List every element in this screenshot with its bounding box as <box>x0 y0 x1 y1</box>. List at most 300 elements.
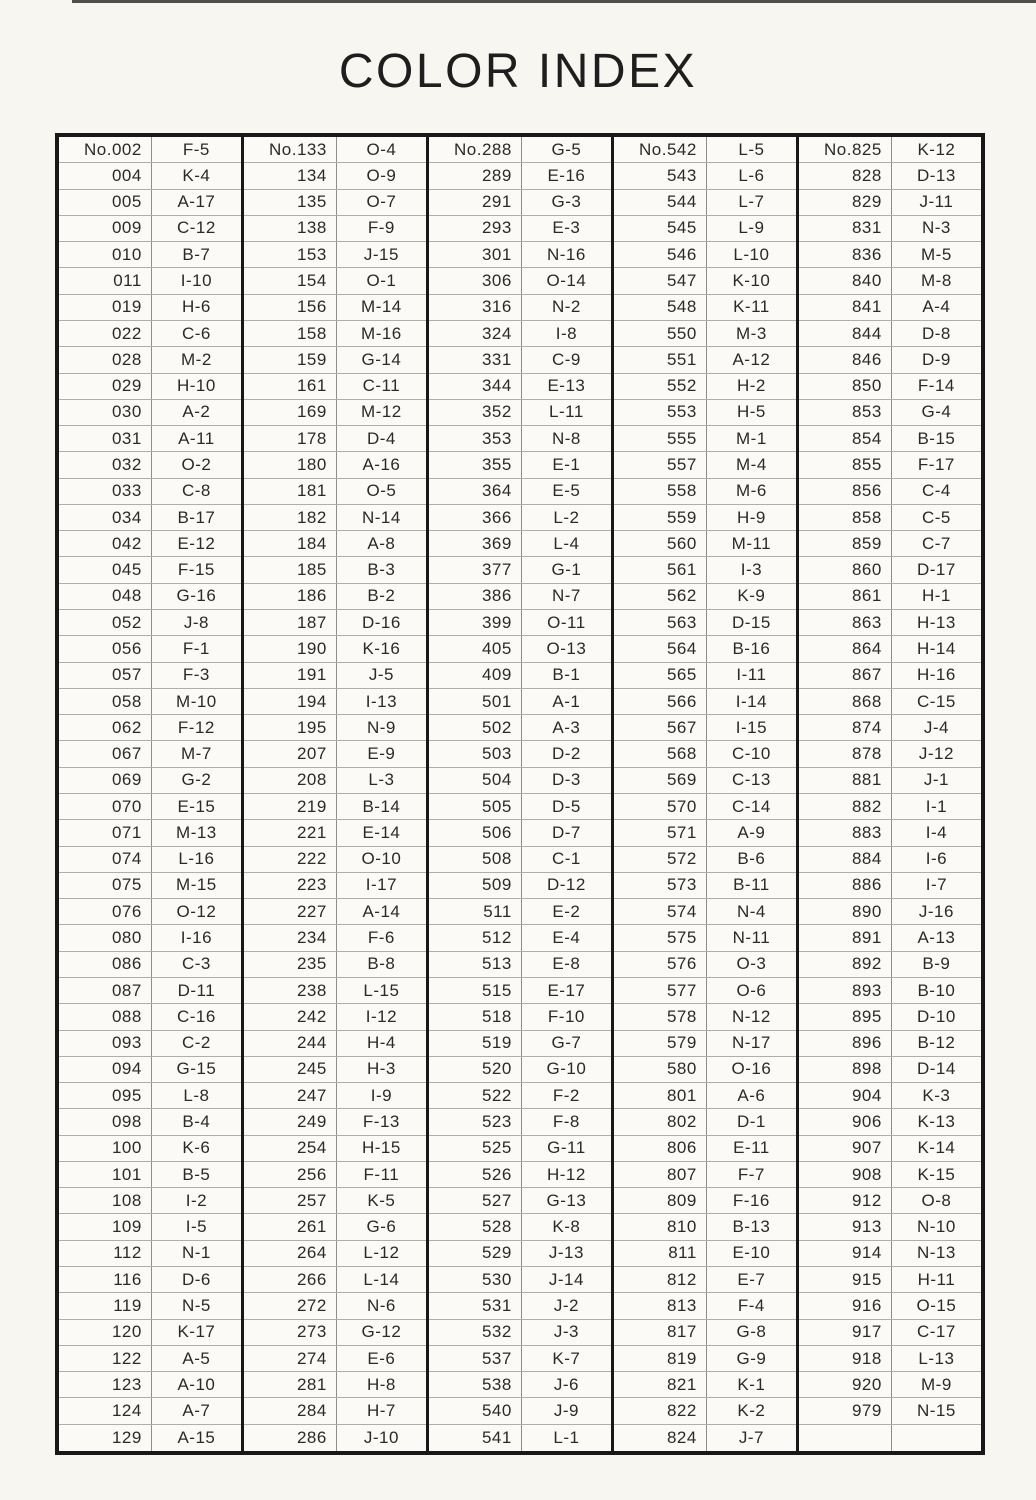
table-row <box>59 1372 241 1398</box>
table-row <box>244 1057 426 1083</box>
table-row <box>244 242 426 268</box>
table-row <box>59 794 241 820</box>
color-number-cell: 802 <box>614 1109 707 1134</box>
grid-ref-cell: A-12 <box>732 349 771 369</box>
grid-ref-cell: I-1 <box>925 796 948 816</box>
table-row <box>59 242 241 268</box>
grid-ref-cell: F-1 <box>182 638 210 658</box>
color-number-cell: 056 <box>59 636 152 661</box>
table-row <box>614 978 796 1004</box>
column-group-2 <box>244 137 429 1451</box>
grid-ref-cell: B-1 <box>552 665 581 685</box>
color-number-cell: 527 <box>429 1188 522 1213</box>
grid-ref-cell: M-9 <box>921 1374 952 1394</box>
color-number-cell: 868 <box>799 689 892 714</box>
grid-ref-cell: A-4 <box>922 297 951 317</box>
grid-ref-cell: I-16 <box>180 928 213 948</box>
color-number-cell: 531 <box>429 1293 522 1318</box>
color-number-cell: 578 <box>614 1004 707 1029</box>
color-number-cell: 011 <box>59 268 152 293</box>
table-row <box>614 347 796 373</box>
color-number-cell: 806 <box>614 1136 707 1161</box>
color-number-cell: 033 <box>59 479 152 504</box>
grid-ref-cell: I-15 <box>735 717 768 737</box>
table-row <box>799 899 981 925</box>
color-number-cell: 399 <box>429 610 522 635</box>
table-row <box>59 452 241 478</box>
grid-ref-cell: G-16 <box>176 586 217 606</box>
grid-ref-cell: C-11 <box>362 376 401 396</box>
grid-ref-cell: E-15 <box>177 796 216 816</box>
grid-ref-cell: M-12 <box>361 402 402 422</box>
color-number-cell: 242 <box>244 1004 337 1029</box>
grid-ref-cell: O-11 <box>547 612 586 632</box>
table-row <box>614 1320 796 1346</box>
table-row <box>614 1214 796 1240</box>
grid-ref-cell: L-7 <box>738 192 765 212</box>
color-number-cell: 530 <box>429 1267 522 1292</box>
table-row <box>59 899 241 925</box>
color-number-cell: No.825 <box>799 137 892 162</box>
color-number-cell: 353 <box>429 426 522 451</box>
color-number-cell: 896 <box>799 1031 892 1056</box>
grid-ref-cell: M-2 <box>181 349 212 369</box>
table-row <box>244 689 426 715</box>
table-row <box>244 873 426 899</box>
table-row <box>429 1241 611 1267</box>
table-row <box>429 899 611 925</box>
table-row <box>799 1083 981 1109</box>
table-row <box>429 1162 611 1188</box>
grid-ref-cell: M-8 <box>921 271 952 291</box>
color-number-cell: 574 <box>614 899 707 924</box>
color-number-cell: 187 <box>244 610 337 635</box>
grid-ref-cell: N-12 <box>731 1006 771 1026</box>
color-number-cell: 301 <box>429 242 522 267</box>
grid-ref-cell: O-8 <box>921 1190 952 1210</box>
color-number-cell: 266 <box>244 1267 337 1292</box>
table-row <box>59 1425 241 1451</box>
color-number-cell: 893 <box>799 978 892 1003</box>
grid-ref-cell: N-14 <box>361 507 401 527</box>
grid-ref-cell: G-15 <box>176 1059 217 1079</box>
color-number-cell: 058 <box>59 689 152 714</box>
table-row <box>614 663 796 689</box>
grid-ref-cell: F-15 <box>177 560 215 580</box>
table-row <box>59 531 241 557</box>
grid-ref-cell: D-11 <box>177 980 216 1000</box>
table-row <box>59 1214 241 1240</box>
table-row <box>614 952 796 978</box>
color-number-cell: 813 <box>614 1293 707 1318</box>
color-number-cell: 190 <box>244 636 337 661</box>
grid-ref-cell: D-3 <box>551 770 581 790</box>
color-number-cell: 506 <box>429 820 522 845</box>
color-number-cell: 153 <box>244 242 337 267</box>
table-row <box>244 1188 426 1214</box>
table-row <box>244 295 426 321</box>
table-row <box>59 584 241 610</box>
color-number-cell: 552 <box>614 374 707 399</box>
grid-ref-cell: K-17 <box>177 1322 216 1342</box>
grid-ref-cell: E-12 <box>177 533 216 553</box>
table-row <box>59 1188 241 1214</box>
table-row <box>799 1425 981 1451</box>
grid-ref-cell: M-4 <box>736 454 767 474</box>
color-number-cell: 860 <box>799 557 892 582</box>
table-row <box>59 636 241 662</box>
color-number-cell: 914 <box>799 1241 892 1266</box>
grid-ref-cell: B-5 <box>182 1164 211 1184</box>
table-row <box>59 1267 241 1293</box>
table-row <box>244 1031 426 1057</box>
color-number-cell <box>799 1425 892 1451</box>
color-number-cell: 207 <box>244 741 337 766</box>
color-number-cell: 182 <box>244 505 337 530</box>
color-number-cell: 543 <box>614 163 707 188</box>
grid-ref-cell: A-7 <box>182 1401 211 1421</box>
table-row <box>799 137 981 163</box>
color-index-table <box>55 133 985 1455</box>
grid-ref-cell: L-9 <box>738 218 765 238</box>
grid-ref-cell: F-8 <box>552 1111 580 1131</box>
table-row <box>799 1398 981 1424</box>
table-row <box>59 1320 241 1346</box>
color-number-cell: 557 <box>614 452 707 477</box>
table-row <box>59 768 241 794</box>
table-row <box>799 689 981 715</box>
table-row <box>614 925 796 951</box>
table-row <box>614 899 796 925</box>
color-number-cell: 515 <box>429 978 522 1003</box>
table-row <box>799 741 981 767</box>
color-number-cell: 045 <box>59 557 152 582</box>
table-row <box>799 610 981 636</box>
color-number-cell: 254 <box>244 1136 337 1161</box>
grid-ref-cell: K-3 <box>922 1085 951 1105</box>
color-number-cell: 829 <box>799 190 892 215</box>
table-row <box>799 479 981 505</box>
table-row <box>59 820 241 846</box>
color-number-cell: 159 <box>244 347 337 372</box>
color-number-cell: 979 <box>799 1398 892 1423</box>
color-number-cell: 154 <box>244 268 337 293</box>
table-row <box>244 636 426 662</box>
color-number-cell: 576 <box>614 952 707 977</box>
color-number-cell: 195 <box>244 715 337 740</box>
table-row <box>429 636 611 662</box>
table-row <box>59 1398 241 1424</box>
table-row <box>799 636 981 662</box>
table-row <box>614 1031 796 1057</box>
grid-ref-cell: O-1 <box>366 271 397 291</box>
color-number-cell: 841 <box>799 295 892 320</box>
grid-ref-cell: H-7 <box>366 1401 396 1421</box>
table-row <box>429 1109 611 1135</box>
grid-ref-cell: G-2 <box>181 770 212 790</box>
color-number-cell: 264 <box>244 1241 337 1266</box>
color-number-cell: 874 <box>799 715 892 740</box>
color-number-cell: 569 <box>614 768 707 793</box>
table-row <box>244 1109 426 1135</box>
grid-ref-cell: H-3 <box>366 1059 396 1079</box>
grid-ref-cell: B-9 <box>922 954 951 974</box>
grid-ref-cell: D-10 <box>916 1006 956 1026</box>
color-number-cell: 101 <box>59 1162 152 1187</box>
table-row <box>59 741 241 767</box>
table-row <box>244 347 426 373</box>
color-number-cell: 004 <box>59 163 152 188</box>
color-number-cell: 247 <box>244 1083 337 1108</box>
table-row <box>799 190 981 216</box>
grid-ref-cell: B-11 <box>733 875 770 895</box>
table-row <box>429 321 611 347</box>
color-number-cell: 916 <box>799 1293 892 1318</box>
color-number-cell: 244 <box>244 1031 337 1056</box>
color-number-cell: 234 <box>244 925 337 950</box>
color-number-cell: 223 <box>244 873 337 898</box>
grid-ref-cell: E-17 <box>547 980 586 1000</box>
table-row <box>244 768 426 794</box>
grid-ref-cell: E-11 <box>733 1138 770 1158</box>
grid-ref-cell: A-9 <box>737 822 766 842</box>
table-row <box>244 557 426 583</box>
color-number-cell: 558 <box>614 479 707 504</box>
table-row <box>429 268 611 294</box>
color-number-cell: 844 <box>799 321 892 346</box>
table-row <box>429 531 611 557</box>
color-number-cell: 108 <box>59 1188 152 1213</box>
table-row <box>429 347 611 373</box>
grid-ref-cell: G-8 <box>736 1322 767 1342</box>
table-row <box>59 925 241 951</box>
grid-ref-cell: M-5 <box>921 244 952 264</box>
table-row <box>614 1372 796 1398</box>
color-number-cell: 566 <box>614 689 707 714</box>
grid-ref-cell: N-1 <box>181 1243 211 1263</box>
color-number-cell: 513 <box>429 952 522 977</box>
grid-ref-cell: N-11 <box>732 928 771 948</box>
grid-ref-cell: A-14 <box>362 901 401 921</box>
color-number-cell: 895 <box>799 1004 892 1029</box>
grid-ref-cell: H-4 <box>366 1033 396 1053</box>
grid-ref-cell: A-10 <box>177 1374 216 1394</box>
grid-ref-cell: M-3 <box>736 323 767 343</box>
grid-ref-cell: B-16 <box>732 638 771 658</box>
table-row <box>244 479 426 505</box>
color-number-cell: 116 <box>59 1267 152 1292</box>
grid-ref-cell: A-13 <box>917 928 956 948</box>
color-number-cell: 863 <box>799 610 892 635</box>
color-number-cell: 124 <box>59 1398 152 1423</box>
grid-ref-cell: B-13 <box>732 1217 771 1237</box>
color-number-cell: No.542 <box>614 137 707 162</box>
table-row <box>429 663 611 689</box>
grid-ref-cell: F-4 <box>737 1295 765 1315</box>
grid-ref-cell: F-13 <box>362 1111 400 1131</box>
grid-ref-cell: E-1 <box>552 454 581 474</box>
grid-ref-cell: F-9 <box>367 218 395 238</box>
color-number-cell: 093 <box>59 1031 152 1056</box>
color-number-cell: 509 <box>429 873 522 898</box>
grid-ref-cell: N-15 <box>916 1401 956 1421</box>
grid-ref-cell: G-3 <box>551 192 582 212</box>
color-number-cell: 913 <box>799 1214 892 1239</box>
color-number-cell: 291 <box>429 190 522 215</box>
table-row <box>429 1188 611 1214</box>
grid-ref-cell: K-15 <box>917 1164 956 1184</box>
table-row <box>429 715 611 741</box>
color-number-cell: 577 <box>614 978 707 1003</box>
grid-ref-cell: E-9 <box>367 744 396 764</box>
grid-ref-cell: B-3 <box>367 560 396 580</box>
grid-ref-cell: J-5 <box>368 665 394 685</box>
color-number-cell: 807 <box>614 1162 707 1187</box>
grid-ref-cell: M-10 <box>176 691 217 711</box>
color-number-cell: 570 <box>614 794 707 819</box>
grid-ref-cell: J-3 <box>553 1322 579 1342</box>
color-number-cell: 545 <box>614 216 707 241</box>
table-row <box>429 1136 611 1162</box>
color-number-cell: 191 <box>244 663 337 688</box>
color-number-cell: 564 <box>614 636 707 661</box>
grid-ref-cell: O-9 <box>366 165 397 185</box>
grid-ref-cell: G-10 <box>546 1059 587 1079</box>
color-number-cell: 853 <box>799 400 892 425</box>
grid-ref-cell: C-7 <box>921 533 951 553</box>
table-row <box>614 321 796 347</box>
grid-ref-cell: D-15 <box>731 612 771 632</box>
color-number-cell: 553 <box>614 400 707 425</box>
table-row <box>59 1162 241 1188</box>
table-row <box>799 663 981 689</box>
color-number-cell: 908 <box>799 1162 892 1187</box>
table-row <box>429 1293 611 1319</box>
table-row <box>614 1267 796 1293</box>
table-row <box>799 873 981 899</box>
grid-ref-cell: F-5 <box>182 139 210 159</box>
color-number-cell: 080 <box>59 925 152 950</box>
color-number-cell: 069 <box>59 768 152 793</box>
table-row <box>244 426 426 452</box>
table-row <box>614 452 796 478</box>
table-row <box>614 1346 796 1372</box>
grid-ref-cell: H-15 <box>361 1138 401 1158</box>
table-row <box>59 1057 241 1083</box>
color-number-cell: 512 <box>429 925 522 950</box>
grid-ref-cell: D-16 <box>361 612 401 632</box>
grid-ref-cell: M-1 <box>736 428 767 448</box>
table-row <box>59 1083 241 1109</box>
grid-ref-cell: O-3 <box>736 954 767 974</box>
table-row <box>429 1083 611 1109</box>
color-number-cell: No.133 <box>244 137 337 162</box>
grid-ref-cell: H-11 <box>917 1269 956 1289</box>
table-row <box>429 1372 611 1398</box>
grid-ref-cell: O-12 <box>176 901 217 921</box>
grid-ref-cell: O-2 <box>181 454 212 474</box>
grid-ref-cell: N-16 <box>546 244 586 264</box>
color-number-cell: 122 <box>59 1346 152 1371</box>
grid-ref-cell: A-17 <box>177 192 216 212</box>
color-number-cell: 858 <box>799 505 892 530</box>
color-number-cell: 120 <box>59 1320 152 1345</box>
color-number-cell: 005 <box>59 190 152 215</box>
grid-ref-cell: K-12 <box>917 139 956 159</box>
color-number-cell: 540 <box>429 1398 522 1423</box>
grid-ref-cell: G-5 <box>551 139 582 159</box>
table-row <box>614 584 796 610</box>
table-row <box>614 689 796 715</box>
table-row <box>244 1004 426 1030</box>
table-row <box>799 1188 981 1214</box>
grid-ref-cell: O-10 <box>361 849 402 869</box>
table-row <box>244 374 426 400</box>
table-row <box>614 1293 796 1319</box>
table-row <box>429 689 611 715</box>
color-number-cell: 563 <box>614 610 707 635</box>
column-group-5 <box>799 137 981 1451</box>
grid-ref-cell: K-2 <box>737 1401 766 1421</box>
color-number-cell: 541 <box>429 1425 522 1451</box>
table-row <box>244 1162 426 1188</box>
table-row <box>429 374 611 400</box>
grid-ref-cell: N-9 <box>366 717 396 737</box>
grid-ref-cell: H-1 <box>921 586 951 606</box>
grid-ref-cell: E-8 <box>552 954 581 974</box>
grid-ref-cell: G-11 <box>547 1138 586 1158</box>
grid-ref-cell: L-3 <box>368 770 395 790</box>
grid-ref-cell: A-11 <box>178 428 215 448</box>
color-number-cell: 821 <box>614 1372 707 1397</box>
color-number-cell: 028 <box>59 347 152 372</box>
table-row <box>799 978 981 1004</box>
color-number-cell: 161 <box>244 374 337 399</box>
grid-ref-cell: A-8 <box>367 533 396 553</box>
grid-ref-cell: F-6 <box>367 928 395 948</box>
grid-ref-cell: J-12 <box>918 744 954 764</box>
table-row <box>429 1004 611 1030</box>
grid-ref-cell: B-8 <box>367 954 396 974</box>
grid-ref-cell: G-13 <box>546 1190 587 1210</box>
table-row <box>614 163 796 189</box>
grid-ref-cell: K-9 <box>737 586 766 606</box>
table-row <box>244 663 426 689</box>
color-number-cell: 180 <box>244 452 337 477</box>
table-row <box>799 1214 981 1240</box>
grid-ref-cell: I-10 <box>180 271 213 291</box>
grid-ref-cell: A-2 <box>182 402 211 422</box>
color-number-cell: 134 <box>244 163 337 188</box>
table-row <box>799 163 981 189</box>
table-row <box>59 505 241 531</box>
grid-ref-cell: L-15 <box>363 980 400 1000</box>
table-row <box>59 557 241 583</box>
color-number-cell: 537 <box>429 1346 522 1371</box>
grid-ref-cell: D-8 <box>921 323 951 343</box>
grid-ref-cell: J-10 <box>363 1427 399 1447</box>
color-number-cell: 810 <box>614 1214 707 1239</box>
grid-ref-cell: M-11 <box>731 533 772 553</box>
color-number-cell: 917 <box>799 1320 892 1345</box>
table-row <box>614 137 796 163</box>
color-number-cell: 222 <box>244 847 337 872</box>
table-row <box>59 1004 241 1030</box>
grid-ref-cell: I-2 <box>185 1190 208 1210</box>
color-number-cell: 817 <box>614 1320 707 1345</box>
color-number-cell: 809 <box>614 1188 707 1213</box>
grid-ref-cell: J-9 <box>553 1401 579 1421</box>
